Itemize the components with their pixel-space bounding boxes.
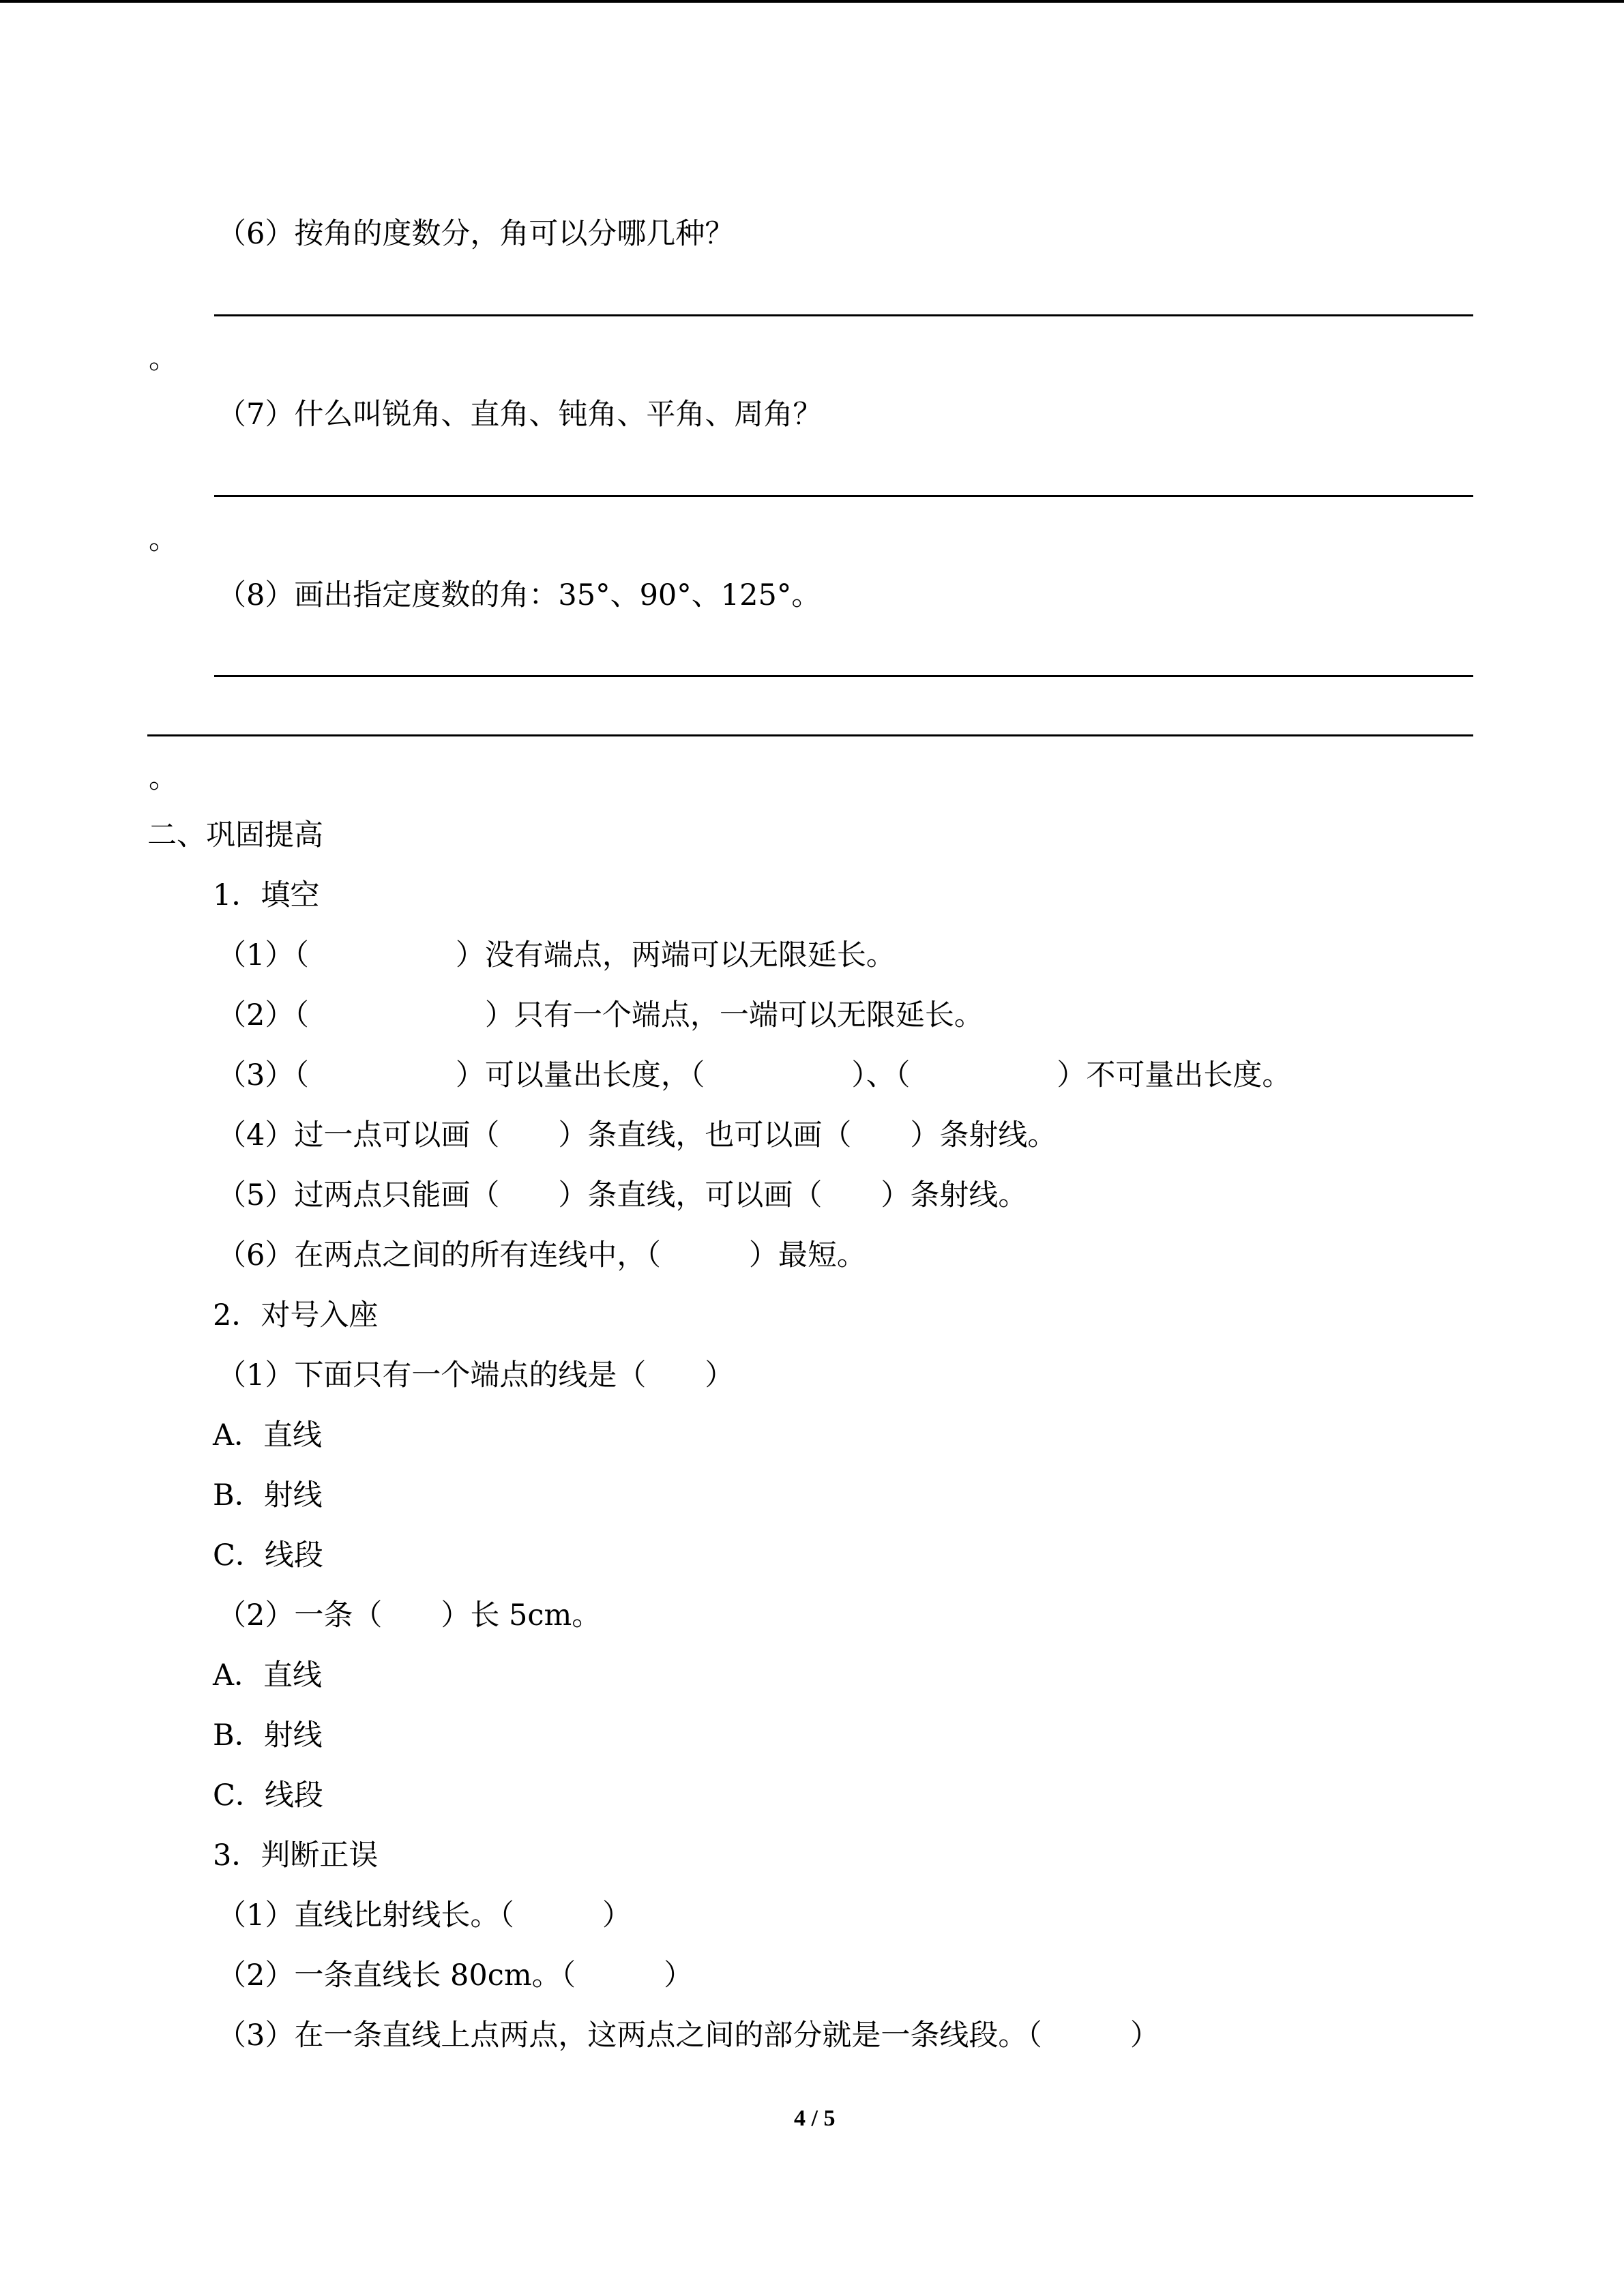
fill-blank-item: （3）（ ）可以量出长度，（ ）、（ ）不可量出长度。	[217, 1058, 1292, 1092]
question-8: （8）画出指定度数的角：35°、90°、125°。	[217, 578, 821, 612]
choice-question-2: （2）一条（ ）长 5cm。	[217, 1598, 602, 1632]
choice-option: B．射线	[213, 1478, 323, 1512]
choice-option: C．线段	[213, 1778, 323, 1813]
choice-option: C．线段	[213, 1538, 323, 1572]
choice-question-1: （1）下面只有一个端点的线是（ ）	[217, 1358, 735, 1392]
true-false-item: （2）一条直线长 80cm。（ ）	[217, 1958, 694, 1993]
section-2-title: 二、巩固提高	[147, 818, 323, 852]
question-6: （6）按角的度数分，角可以分哪几种？	[217, 217, 735, 251]
part-3-heading: 3．判断正误	[213, 1838, 379, 1873]
choice-option: A．直线	[213, 1418, 323, 1452]
fill-blank-item: （1）（ ）没有端点，两端可以无限延长。	[217, 938, 896, 972]
part-1-heading: 1．填空	[213, 878, 320, 912]
fill-blank-item: （6）在两点之间的所有连线中，（ ）最短。	[217, 1238, 866, 1272]
answer-line-8b	[147, 734, 1473, 736]
true-false-item: （3）在一条直线上点两点，这两点之间的部分就是一条线段。（ ）	[217, 2018, 1160, 2053]
question-7: （7）什么叫锐角、直角、钝角、平角、周角？	[217, 398, 823, 432]
end-mark-8: 。	[149, 761, 178, 795]
page-number: 4 / 5	[794, 2106, 836, 2131]
end-mark-6: 。	[149, 342, 178, 376]
page-top-border	[0, 0, 1624, 3]
end-mark-7: 。	[149, 522, 178, 556]
fill-blank-item: （2）（ ）只有一个端点，一端可以无限延长。	[217, 998, 984, 1032]
fill-blank-item: （4）过一点可以画（ ）条直线，也可以画（ ）条射线。	[217, 1118, 1057, 1152]
choice-option: B．射线	[213, 1718, 323, 1753]
choice-option: A．直线	[213, 1658, 323, 1693]
true-false-item: （1）直线比射线长。（ ）	[217, 1898, 632, 1933]
answer-line-7	[214, 495, 1473, 497]
answer-line-8a	[214, 675, 1473, 677]
fill-blank-item: （5）过两点只能画（ ）条直线，可以画（ ）条射线。	[217, 1178, 1028, 1212]
answer-line-6	[214, 314, 1473, 316]
part-2-heading: 2．对号入座	[213, 1298, 379, 1332]
